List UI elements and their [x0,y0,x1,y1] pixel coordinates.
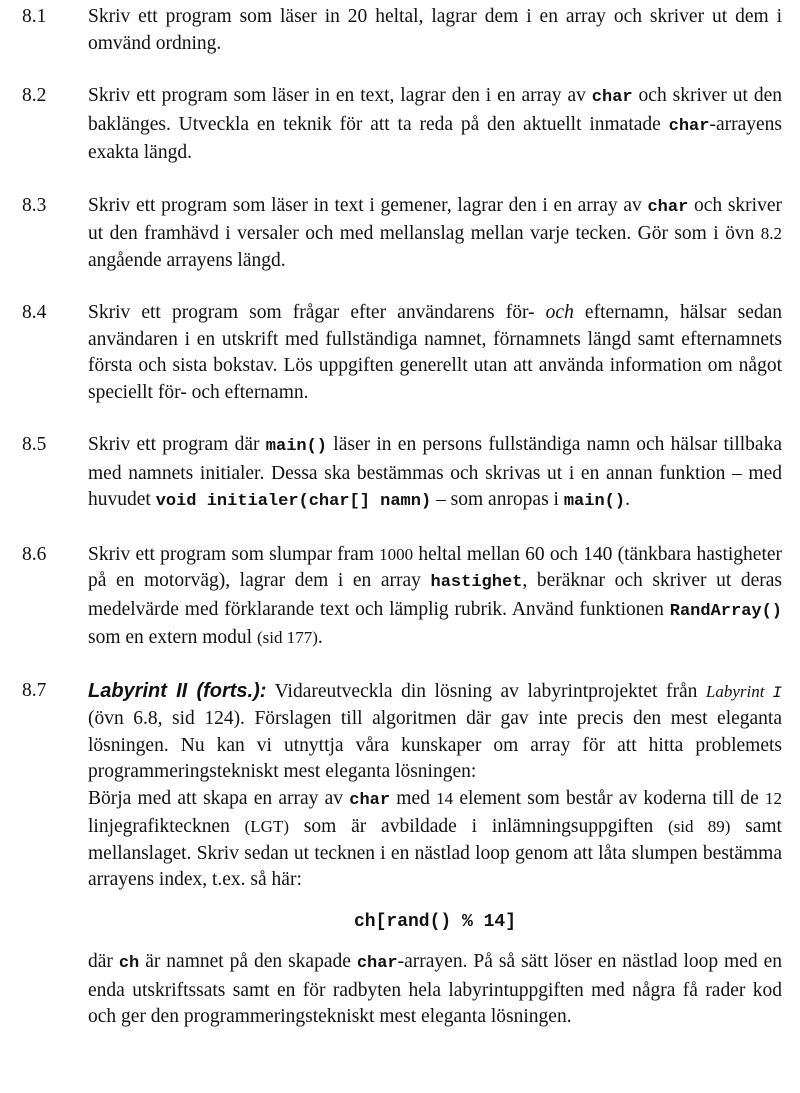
code-keyword: char [591,88,633,107]
exercise-number: 8.3 [22,194,47,216]
exercise-8-4 [22,300,782,406]
text-run: som är avbildade i inlämningsuppgiften [289,816,669,837]
exercise-8-3 [22,193,782,275]
reference-number: 14 [436,788,454,808]
text-run: Skriv ett program som frågar efter användarens för- [88,302,546,323]
exercise-text [88,678,782,1031]
exercise-8-6 [22,542,782,652]
text-run: -arrayens exakta längd. [88,113,782,163]
text-run: med [390,787,437,809]
exercise-number: 8.4 [22,302,47,323]
exercise-paragraph [88,786,782,894]
exercise-number: 8.2 [22,85,47,106]
code-keyword: main() [265,437,328,456]
exercise-text [88,542,782,652]
text-run: (övn 6.8, sid 124). Förslagen till algoritmen där gav inte precis den mest eleganta lösningen. Nu kan vi utnyttja våra kunskaper om array för att hitta problemets programmeringstekniskt mest eleganta lösningen: [88,708,782,782]
reference-number: 8.2 [760,224,782,243]
text-run: läser in en persons fullständiga namn och hälsar tillbaka med namnets initialer. Dessa ska bestämmas och skrivas ut i en annan funktion – med huvudet [88,434,782,510]
text-run: är namnet på den skapade [139,951,357,972]
text-run: Skriv ett program som läser in text i gemener, lagrar den i en array av [88,194,648,216]
text-run: där [88,951,119,972]
exercise-8-7 [22,678,782,1031]
exercise-text [88,432,782,516]
exercise-title: Labyrint II (forts.): [88,679,267,702]
text-run: – som anropas i [431,489,564,510]
reference-number: 12 [765,788,782,808]
text-run: och skriver ut den framhävd i versaler och med mellanslag mellan varje tecken. Gör som i övn [88,194,782,244]
text-run: efternamn, hälsar sedan användaren i en utskrift med fullständiga namnet, förnamnets längd samt efternamnets första och sista bokstav. Lös uppgiften generellt utan att använda information om något speciellt för- och efternamn. [88,302,782,403]
text-run: samt mellanslaget. Skriv sedan ut tecknen i en nästlad loop genom att låta slumpen bestämma arrayens index, t.ex. så här: [88,816,782,890]
exercise-paragraph [88,432,782,516]
page-reference: (sid 177) [256,628,318,647]
code-example [88,908,782,936]
text-run: heltal mellan 60 och 140 (tänkbara hastigheter på en motorväg), lagrar dem i en array [88,543,783,591]
code-expression: ch[rand() % 14] [353,911,517,932]
text-run: Vidareutveckla din lösning av labyrintprojektet från [266,680,706,702]
emphasis: I [772,683,782,702]
exercise-text [88,83,782,167]
exercise-paragraph [88,542,782,652]
text-run: som en extern modul [88,627,257,648]
exercise-number: 8.5 [22,434,47,455]
text-run: Börja med att skapa en array av [88,787,350,809]
text-run: angående arrayens längd. [88,249,286,271]
exercise-text [88,4,782,57]
exercise-paragraph [88,193,782,275]
emphasis: Labyrint [705,681,773,701]
code-keyword: char [349,790,391,810]
text-run: element som består av koderna till de [453,787,765,809]
text-run: linjegrafiktecknen [88,816,245,837]
page-reference: (sid 89) [668,817,731,836]
emphasis: och [545,302,574,323]
text-run: , beräknar och skriver ut deras medelvärde med förklarande text och lämplig rubrik. Använd funktionen [88,570,782,620]
exercise-number: 8.7 [22,679,47,701]
abbreviation: (LGT) [244,817,290,836]
exercise-text [88,193,782,275]
exercise-8-2 [22,83,782,167]
text-run: -arrayen. På så sätt löser en nästlad loop med en enda utskriftssats samt en för radbyten hela labyrintuppgiften med några få rader kod och ger den programmeringstekniskt mest eleganta lösningen. [88,951,782,1027]
code-keyword: ch [118,954,140,973]
exercise-text [88,300,782,406]
code-keyword: hastighet [430,573,523,592]
text-run: . [625,489,630,510]
exercise-paragraph [88,678,782,786]
code-keyword: char [668,116,710,136]
text-run: och skriver ut den baklänges. Utveckla en teknik för att ta reda på den aktuellt inmatade [88,85,782,135]
exercise-8-1 [22,4,782,57]
exercise-paragraph [88,300,782,406]
code-keyword: char [647,197,689,217]
code-keyword: char [356,954,398,973]
exercise-number: 8.1 [22,6,47,27]
exercise-paragraph: Skriv ett program som läser in 20 heltal, lagrar dem i en array och skriver ut dem i omvänd ordning. [88,6,782,54]
reference-number: 1000 [379,544,414,564]
text-run: Skriv ett program där [88,434,266,455]
exercise-paragraph [88,949,782,1031]
exercise-number: 8.6 [22,543,47,565]
code-keyword: RandArray() [669,601,782,621]
text-run: . [317,627,323,648]
text-run: Skriv ett program som slumpar fram [88,543,380,565]
exercise-paragraph [88,83,782,167]
code-keyword: main() [563,492,626,511]
text-run: Skriv ett program som läser in en text, lagrar den i en array av [88,85,592,106]
code-signature: void initialer(char[] namn) [155,492,432,511]
exercise-8-5 [22,432,782,516]
